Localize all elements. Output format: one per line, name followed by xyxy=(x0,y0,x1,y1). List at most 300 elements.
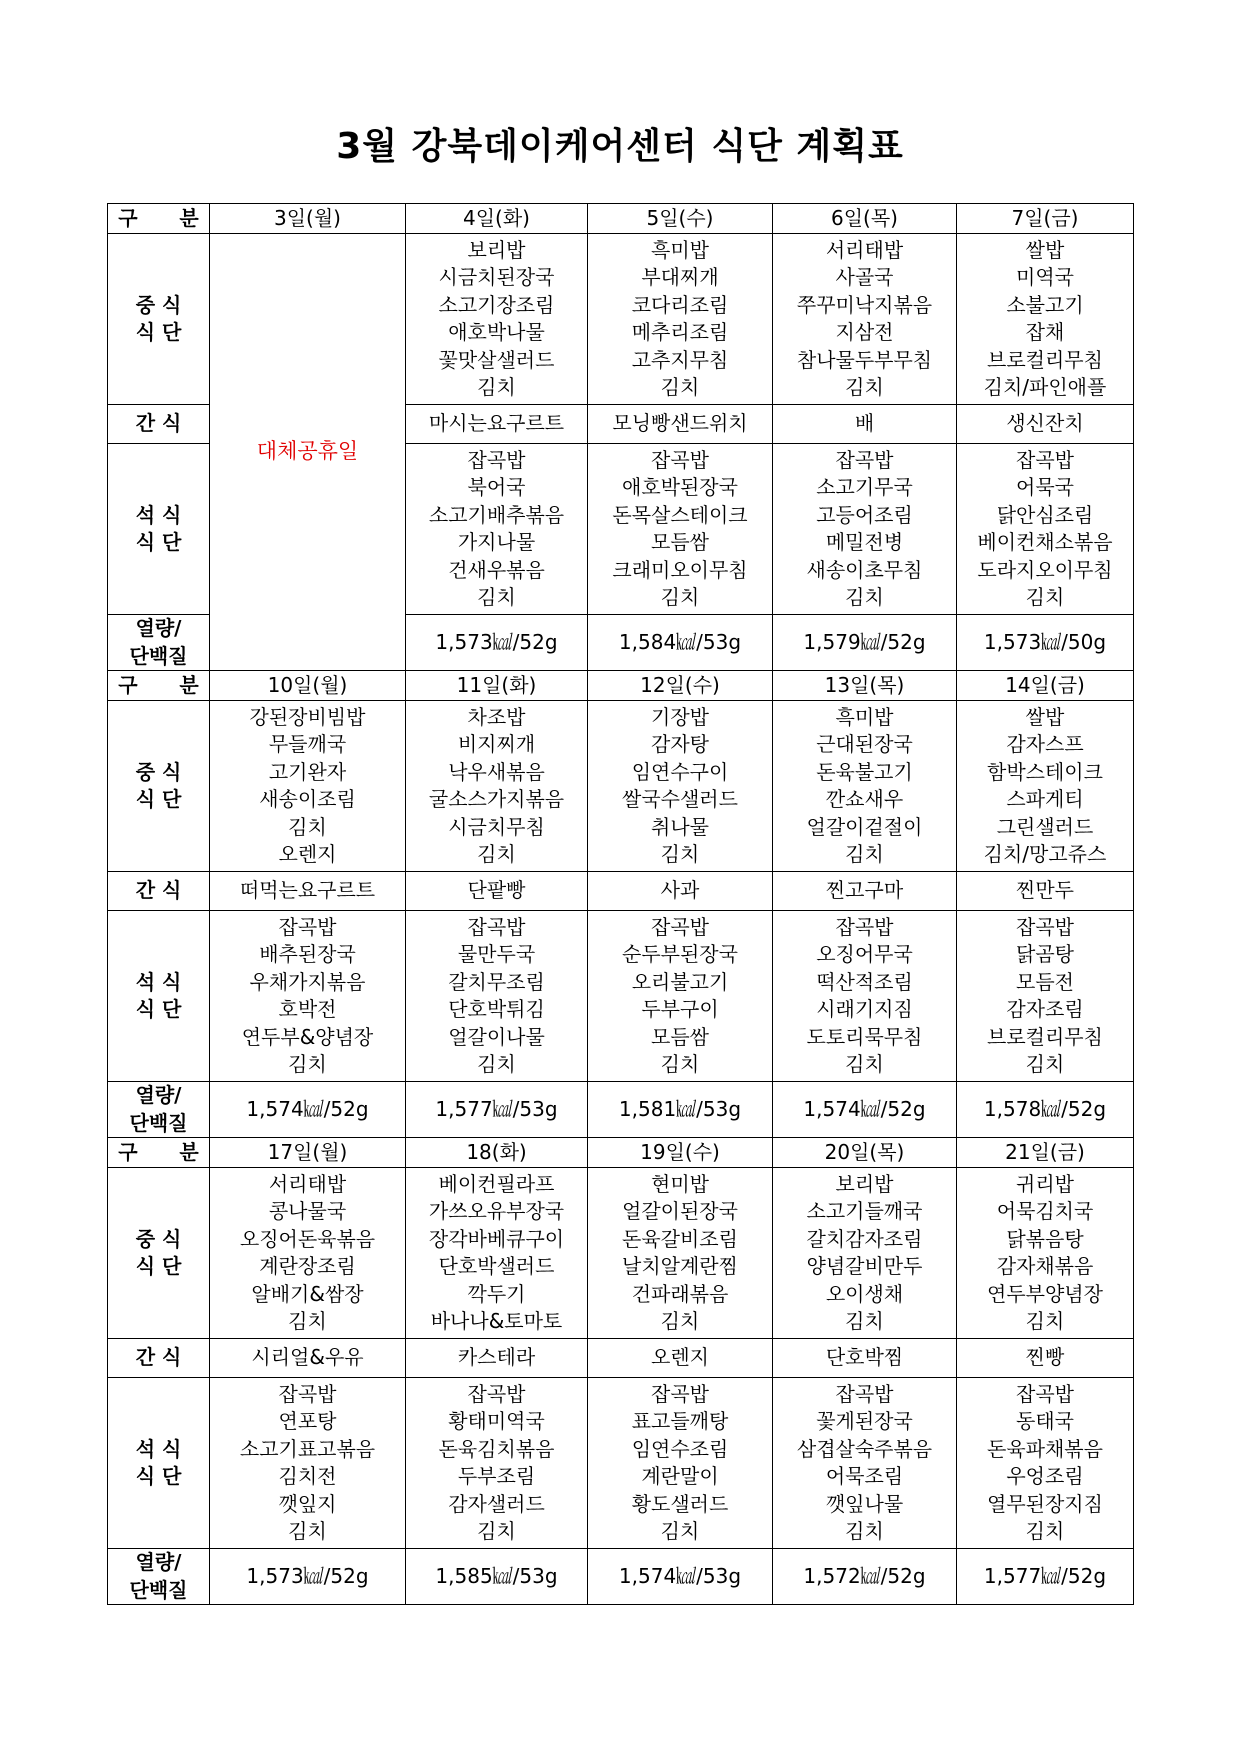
lunch-item: 굴소스가지볶음 xyxy=(428,787,565,811)
kcal-cell: 1,577㎉/52g xyxy=(957,1549,1134,1605)
dinner-item: 감자샐러드 xyxy=(448,1491,545,1516)
dinner-item: 꽃게된장국 xyxy=(816,1409,913,1433)
dinner-item: 돈육파채볶음 xyxy=(987,1436,1103,1461)
kcal-label-line: 단백질 xyxy=(129,643,188,668)
lunch-item: 부대찌개 xyxy=(641,265,719,289)
dinner-item: 김치 xyxy=(477,1519,516,1543)
lunch-item: 감자스프 xyxy=(1006,732,1084,756)
lunch-item: 오이생채 xyxy=(825,1281,904,1306)
dinner-item: 잡곡밥 xyxy=(467,914,526,939)
dinner-item: 우채가지볶음 xyxy=(249,969,366,994)
dinner-item: 고등어조림 xyxy=(816,502,913,527)
dinner-item: 동태국 xyxy=(1016,1409,1074,1433)
dinner-item: 계란말이 xyxy=(641,1464,719,1488)
dinner-label-line: 식 단 xyxy=(135,530,182,554)
dinner-item: 모듬쌈 xyxy=(651,1024,709,1049)
lunch-row xyxy=(108,234,1134,405)
lunch-row xyxy=(108,1168,1134,1339)
category-label xyxy=(108,1138,210,1168)
lunch-label-line: 식 단 xyxy=(135,1254,182,1278)
kcal-cell: 1,574㎉/53g xyxy=(588,1549,773,1605)
dinner-item: 황태미역국 xyxy=(448,1409,545,1433)
lunch-item: 김치 xyxy=(288,1309,327,1333)
lunch-cell xyxy=(588,1168,773,1339)
dinner-item: 소고기무국 xyxy=(816,475,913,499)
day-header: 11일(화) xyxy=(406,671,588,701)
snack-cell: 찐고구마 xyxy=(773,872,957,911)
dinner-item: 감자조림 xyxy=(1006,997,1084,1021)
dinner-item: 김치전 xyxy=(278,1464,337,1488)
dinner-cell xyxy=(957,911,1134,1082)
lunch-item: 소고기장조림 xyxy=(438,292,555,317)
lunch-item: 김치 xyxy=(1025,1309,1065,1333)
dinner-item: 김치 xyxy=(288,1052,327,1076)
dinner-item: 새송이초무침 xyxy=(806,557,923,582)
dinner-label-line: 석 식 xyxy=(135,1436,182,1461)
lunch-item: 가쓰오유부장국 xyxy=(428,1199,565,1223)
dinner-item: 잡곡밥 xyxy=(1016,1381,1074,1406)
dinner-cell xyxy=(588,1378,773,1549)
dinner-item: 돈목살스테이크 xyxy=(612,502,748,527)
day-header: 6일(목) xyxy=(773,204,957,234)
dinner-item: 잡곡밥 xyxy=(835,1381,894,1406)
dinner-item: 김치 xyxy=(845,1519,884,1543)
lunch-item: 스파게티 xyxy=(1006,787,1084,811)
dinner-cell xyxy=(773,444,957,615)
dinner-item: 브로컬리무침 xyxy=(987,1024,1103,1049)
lunch-cell xyxy=(773,234,957,405)
category-label-text xyxy=(118,673,198,697)
snack-cell: 떠먹는요구르트 xyxy=(210,872,406,911)
dinner-item: 애호박된장국 xyxy=(622,475,738,499)
dinner-label xyxy=(108,911,210,1082)
kcal-cell: 1,585㎉/53g xyxy=(406,1549,588,1605)
lunch-item: 얼갈이된장국 xyxy=(622,1199,738,1223)
kcal-cell: 1,581㎉/53g xyxy=(588,1082,773,1138)
lunch-item: 김치 xyxy=(477,842,516,866)
dinner-item: 북어국 xyxy=(467,475,526,499)
lunch-item: 고기완자 xyxy=(268,759,347,784)
lunch-item: 김치/파인애플 xyxy=(983,375,1107,399)
dinner-item: 김치 xyxy=(660,1052,700,1076)
dinner-item: 물만두국 xyxy=(457,942,536,966)
dinner-item: 소고기표고볶음 xyxy=(239,1436,376,1461)
lunch-item: 애호박나물 xyxy=(448,320,545,344)
dinner-item: 김치 xyxy=(660,1519,700,1543)
category-label-b: 분 xyxy=(179,673,199,697)
lunch-item: 건파래볶음 xyxy=(631,1281,729,1306)
day-header: 3일(월) xyxy=(210,204,406,234)
dinner-item: 얼갈이나물 xyxy=(448,1024,545,1049)
dinner-item: 우엉조림 xyxy=(1006,1464,1084,1488)
lunch-item: 김치 xyxy=(660,842,700,866)
category-label-a: 구 xyxy=(118,206,138,230)
lunch-item: 귀리밥 xyxy=(1016,1171,1074,1196)
lunch-item: 꽃맛살샐러드 xyxy=(438,347,555,372)
lunch-item: 미역국 xyxy=(1016,265,1074,289)
dinner-label-line: 석 식 xyxy=(135,502,182,527)
lunch-label xyxy=(108,701,210,872)
lunch-item: 단호박샐러드 xyxy=(438,1254,555,1278)
lunch-item: 오징어돈육볶음 xyxy=(239,1226,376,1251)
snack-cell: 찐빵 xyxy=(957,1339,1134,1378)
dinner-row xyxy=(108,1378,1134,1549)
lunch-item: 쌀국수샐러드 xyxy=(622,787,738,811)
day-header: 17일(월) xyxy=(210,1138,406,1168)
day-header: 19일(수) xyxy=(588,1138,773,1168)
lunch-label-line: 식 단 xyxy=(135,320,182,344)
lunch-item: 쭈꾸미낙지볶음 xyxy=(796,292,933,317)
dinner-item: 오리불고기 xyxy=(631,969,729,994)
kcal-cell: 1,573㎉/52g xyxy=(406,615,588,671)
lunch-item: 깐쇼새우 xyxy=(825,787,904,811)
dinner-cell xyxy=(773,911,957,1082)
lunch-item: 서리태밥 xyxy=(268,1171,347,1196)
dinner-item: 모듬쌈 xyxy=(651,530,709,554)
lunch-item: 감자탕 xyxy=(651,732,709,756)
category-label-a: 구 xyxy=(118,673,138,697)
lunch-item: 잡채 xyxy=(1025,320,1065,344)
snack-label-line: 간 식 xyxy=(135,878,182,903)
day-header: 13일(목) xyxy=(773,671,957,701)
lunch-item: 기장밥 xyxy=(651,704,709,729)
lunch-item: 무들깨국 xyxy=(268,732,347,756)
dinner-label-line: 식 단 xyxy=(135,1464,182,1488)
kcal-label-line: 열량/ xyxy=(135,1083,182,1107)
lunch-item: 바나나&토마토 xyxy=(430,1309,563,1333)
dinner-item: 어묵조림 xyxy=(825,1464,904,1488)
lunch-label-line: 중 식 xyxy=(135,292,182,317)
lunch-item: 소불고기 xyxy=(1006,292,1084,317)
dinner-cell xyxy=(406,1378,588,1549)
snack-row xyxy=(108,1339,1134,1378)
dinner-item: 김치 xyxy=(288,1519,327,1543)
dinner-item: 도토리묵무침 xyxy=(806,1024,923,1049)
dinner-cell xyxy=(210,911,406,1082)
lunch-label-line: 중 식 xyxy=(135,759,182,784)
lunch-cell xyxy=(773,1168,957,1339)
lunch-cell xyxy=(210,701,406,872)
category-label-text xyxy=(118,1140,198,1164)
kcal-cell: 1,584㎉/53g xyxy=(588,615,773,671)
lunch-row xyxy=(108,701,1134,872)
dinner-item: 김치 xyxy=(845,585,884,609)
snack-label-line: 간 식 xyxy=(135,411,182,436)
lunch-item: 김치/망고쥬스 xyxy=(983,842,1107,866)
dinner-item: 황도샐러드 xyxy=(631,1491,729,1516)
lunch-cell xyxy=(588,701,773,872)
dinner-row xyxy=(108,911,1134,1082)
page-title: 3월 강북데이케어센터 식단 계획표 xyxy=(336,126,904,167)
dinner-cell xyxy=(957,444,1134,615)
dinner-item: 돈육김치볶음 xyxy=(438,1436,555,1461)
lunch-cell xyxy=(406,1168,588,1339)
lunch-item: 임연수구이 xyxy=(631,759,729,784)
lunch-item: 콩나물국 xyxy=(268,1199,347,1223)
dinner-item: 크래미오이무침 xyxy=(612,557,748,582)
dinner-item: 두부구이 xyxy=(641,997,719,1021)
dinner-item: 가지나물 xyxy=(457,530,536,554)
snack-label-line: 간 식 xyxy=(135,1345,182,1370)
kcal-cell: 1,578㎉/52g xyxy=(957,1082,1134,1138)
kcal-label xyxy=(108,615,210,671)
dinner-cell xyxy=(588,444,773,615)
lunch-item: 차조밥 xyxy=(467,704,526,729)
lunch-item: 코다리조림 xyxy=(631,292,729,317)
dinner-cell xyxy=(406,911,588,1082)
dinner-item: 도라지오이무침 xyxy=(977,557,1113,582)
dinner-item: 김치 xyxy=(845,1052,884,1076)
kcal-row xyxy=(108,1549,1134,1605)
snack-cell: 단팥빵 xyxy=(406,872,588,911)
lunch-item: 쌀밥 xyxy=(1025,237,1065,262)
snack-row xyxy=(108,872,1134,911)
lunch-item: 낙우새볶음 xyxy=(448,759,545,784)
week-header-row xyxy=(108,671,1134,701)
dinner-item: 연포탕 xyxy=(278,1409,337,1433)
dinner-item: 김치 xyxy=(477,585,516,609)
dinner-item: 시래기지짐 xyxy=(816,997,913,1021)
dinner-item: 김치 xyxy=(477,1052,516,1076)
lunch-cell xyxy=(588,234,773,405)
kcal-label xyxy=(108,1549,210,1605)
lunch-label-line: 식 단 xyxy=(135,787,182,811)
dinner-item: 두부조림 xyxy=(457,1464,536,1488)
category-label xyxy=(108,671,210,701)
dinner-item: 깻잎지 xyxy=(278,1491,337,1516)
lunch-cell xyxy=(773,701,957,872)
kcal-cell: 1,577㎉/53g xyxy=(406,1082,588,1138)
snack-cell: 시리얼&우유 xyxy=(210,1339,406,1378)
lunch-item: 갈치감자조림 xyxy=(806,1226,923,1251)
kcal-cell: 1,579㎉/52g xyxy=(773,615,957,671)
lunch-item: 닭볶음탕 xyxy=(1006,1226,1084,1251)
lunch-item: 고추지무침 xyxy=(631,347,729,372)
dinner-label xyxy=(108,444,210,615)
dinner-cell xyxy=(773,1378,957,1549)
week-header-row xyxy=(108,204,1134,234)
dinner-item: 순두부된장국 xyxy=(622,942,738,966)
snack-cell: 마시는요구르트 xyxy=(406,405,588,444)
lunch-item: 사골국 xyxy=(835,265,894,289)
snack-cell: 단호박찜 xyxy=(773,1339,957,1378)
dinner-item: 소고기배추볶음 xyxy=(428,502,565,527)
day-header: 18(화) xyxy=(406,1138,588,1168)
dinner-item: 잡곡밥 xyxy=(467,447,526,472)
lunch-item: 서리태밥 xyxy=(825,237,904,262)
lunch-item: 김치 xyxy=(660,375,700,399)
dinner-item: 깻잎나물 xyxy=(825,1491,904,1516)
dinner-label-line: 식 단 xyxy=(135,997,182,1021)
lunch-item: 취나물 xyxy=(651,814,709,839)
dinner-item: 배추된장국 xyxy=(259,942,356,966)
kcal-cell: 1,574㎉/52g xyxy=(210,1082,406,1138)
lunch-item: 김치 xyxy=(660,1309,700,1333)
lunch-item: 참나물두부무침 xyxy=(796,347,933,372)
dinner-item: 김치 xyxy=(660,585,700,609)
dinner-item: 어묵국 xyxy=(1016,475,1074,499)
dinner-item: 잡곡밥 xyxy=(1016,447,1074,472)
lunch-item: 김치 xyxy=(845,1309,884,1333)
snack-label xyxy=(108,405,210,444)
lunch-item: 현미밥 xyxy=(651,1171,709,1196)
lunch-item: 얼갈이겉절이 xyxy=(806,814,923,839)
kcal-cell: 1,572㎉/52g xyxy=(773,1549,957,1605)
meal-plan-table xyxy=(107,203,1134,1605)
dinner-item: 연두부&양념장 xyxy=(241,1024,374,1049)
day-header: 20일(목) xyxy=(773,1138,957,1168)
lunch-item: 흑미밥 xyxy=(835,704,894,729)
dinner-item: 임연수조림 xyxy=(631,1436,729,1461)
lunch-item: 보리밥 xyxy=(835,1171,894,1196)
dinner-item: 잡곡밥 xyxy=(835,914,894,939)
lunch-item: 알배기&쌈장 xyxy=(251,1281,364,1306)
snack-cell: 카스테라 xyxy=(406,1339,588,1378)
kcal-cell: 1,573㎉/50g xyxy=(957,615,1134,671)
day-header: 21일(금) xyxy=(957,1138,1134,1168)
lunch-cell xyxy=(406,701,588,872)
category-label xyxy=(108,204,210,234)
category-label-a: 구 xyxy=(118,1140,138,1164)
dinner-item: 잡곡밥 xyxy=(651,447,709,472)
dinner-item: 닭곰탕 xyxy=(1016,942,1074,966)
dinner-item: 김치 xyxy=(1025,585,1065,609)
lunch-item: 근대된장국 xyxy=(816,732,913,756)
kcal-label-line: 열량/ xyxy=(135,616,182,640)
lunch-item: 지삼전 xyxy=(835,320,894,344)
dinner-item: 김치 xyxy=(1025,1519,1065,1543)
dinner-item: 표고들깨탕 xyxy=(631,1409,729,1433)
week-header-row xyxy=(108,1138,1134,1168)
dinner-item: 잡곡밥 xyxy=(651,914,709,939)
lunch-item: 계란장조림 xyxy=(259,1254,356,1278)
kcal-row xyxy=(108,1082,1134,1138)
dinner-item: 삼겹살숙주볶음 xyxy=(796,1436,933,1461)
lunch-item: 날치알계란찜 xyxy=(622,1254,738,1278)
dinner-item: 갈치무조림 xyxy=(448,969,545,994)
lunch-item: 김치 xyxy=(288,814,327,839)
holiday-cell xyxy=(210,234,406,671)
lunch-item: 그린샐러드 xyxy=(996,814,1094,839)
dinner-label xyxy=(108,1378,210,1549)
lunch-item: 연두부양념장 xyxy=(987,1281,1103,1306)
dinner-item: 호박전 xyxy=(278,997,337,1021)
lunch-item: 돈육갈비조림 xyxy=(622,1226,738,1251)
lunch-item: 장각바베큐구이 xyxy=(428,1226,565,1251)
lunch-item: 양념갈비만두 xyxy=(806,1254,923,1278)
lunch-item: 김치 xyxy=(845,842,884,866)
kcal-cell: 1,574㎉/52g xyxy=(773,1082,957,1138)
snack-cell: 배 xyxy=(773,405,957,444)
kcal-label-line: 열량/ xyxy=(135,1550,182,1574)
dinner-item: 잡곡밥 xyxy=(651,1381,709,1406)
day-header: 14일(금) xyxy=(957,671,1134,701)
dinner-item: 건새우볶음 xyxy=(448,557,545,582)
day-header: 4일(화) xyxy=(406,204,588,234)
lunch-item: 시금치된장국 xyxy=(438,265,555,289)
dinner-cell xyxy=(957,1378,1134,1549)
lunch-item: 브로컬리무침 xyxy=(987,347,1103,372)
lunch-item: 김치 xyxy=(845,375,884,399)
dinner-item: 잡곡밥 xyxy=(278,914,337,939)
dinner-item: 단호박튀김 xyxy=(448,997,545,1021)
dinner-item: 잡곡밥 xyxy=(835,447,894,472)
dinner-item: 베이컨채소볶음 xyxy=(977,530,1113,554)
category-label-b: 분 xyxy=(179,1140,199,1164)
day-header: 7일(금) xyxy=(957,204,1134,234)
lunch-cell xyxy=(210,1168,406,1339)
snack-cell: 생신잔치 xyxy=(957,405,1134,444)
holiday-label: 대체공휴일 xyxy=(256,439,359,464)
snack-cell: 사과 xyxy=(588,872,773,911)
dinner-item: 닭안심조림 xyxy=(996,502,1094,527)
dinner-item: 메밀전병 xyxy=(825,530,904,554)
dinner-label-line: 석 식 xyxy=(135,969,182,994)
snack-label xyxy=(108,872,210,911)
day-header: 10일(월) xyxy=(210,671,406,701)
category-label-b: 분 xyxy=(179,206,199,230)
kcal-label xyxy=(108,1082,210,1138)
kcal-label-line: 단백질 xyxy=(129,1577,188,1602)
day-header: 5일(수) xyxy=(588,204,773,234)
lunch-item: 비지찌개 xyxy=(457,732,536,756)
dinner-cell xyxy=(406,444,588,615)
lunch-item: 보리밥 xyxy=(467,237,526,262)
lunch-item: 감자채볶음 xyxy=(996,1254,1094,1278)
lunch-item: 강된장비빔밥 xyxy=(249,704,366,729)
lunch-cell xyxy=(957,234,1134,405)
lunch-item: 시금치무침 xyxy=(448,814,545,839)
lunch-item: 오렌지 xyxy=(278,842,337,866)
lunch-item: 돈육불고기 xyxy=(816,759,913,784)
dinner-item: 오징어무국 xyxy=(816,942,913,966)
lunch-item: 깍두기 xyxy=(467,1281,526,1306)
lunch-item: 베이컨필라프 xyxy=(438,1171,555,1196)
lunch-item: 소고기들깨국 xyxy=(806,1199,923,1223)
kcal-label-line: 단백질 xyxy=(129,1110,188,1135)
lunch-item: 흑미밥 xyxy=(651,237,709,262)
lunch-item: 함박스테이크 xyxy=(987,759,1103,784)
dinner-item: 열무된장지짐 xyxy=(987,1491,1103,1516)
day-header: 12일(수) xyxy=(588,671,773,701)
dinner-item: 잡곡밥 xyxy=(278,1381,337,1406)
dinner-item: 김치 xyxy=(1025,1052,1065,1076)
lunch-item: 새송이조림 xyxy=(259,787,356,811)
dinner-item: 모듬전 xyxy=(1016,969,1074,994)
lunch-label-line: 중 식 xyxy=(135,1226,182,1251)
dinner-cell xyxy=(588,911,773,1082)
kcal-cell: 1,573㎉/52g xyxy=(210,1549,406,1605)
lunch-label xyxy=(108,1168,210,1339)
lunch-item: 김치 xyxy=(477,375,516,399)
lunch-cell xyxy=(957,701,1134,872)
snack-cell: 오렌지 xyxy=(588,1339,773,1378)
lunch-cell xyxy=(406,234,588,405)
lunch-item: 쌀밥 xyxy=(1025,704,1065,729)
dinner-item: 떡산적조림 xyxy=(816,969,913,994)
dinner-item: 잡곡밥 xyxy=(1016,914,1074,939)
snack-label xyxy=(108,1339,210,1378)
snack-cell: 찐만두 xyxy=(957,872,1134,911)
snack-cell: 모닝빵샌드위치 xyxy=(588,405,773,444)
lunch-cell xyxy=(957,1168,1134,1339)
category-label-text xyxy=(118,206,198,230)
lunch-item: 어묵김치국 xyxy=(996,1199,1094,1223)
lunch-label xyxy=(108,234,210,405)
dinner-item: 잡곡밥 xyxy=(467,1381,526,1406)
dinner-cell xyxy=(210,1378,406,1549)
lunch-item: 메추리조림 xyxy=(631,320,729,344)
